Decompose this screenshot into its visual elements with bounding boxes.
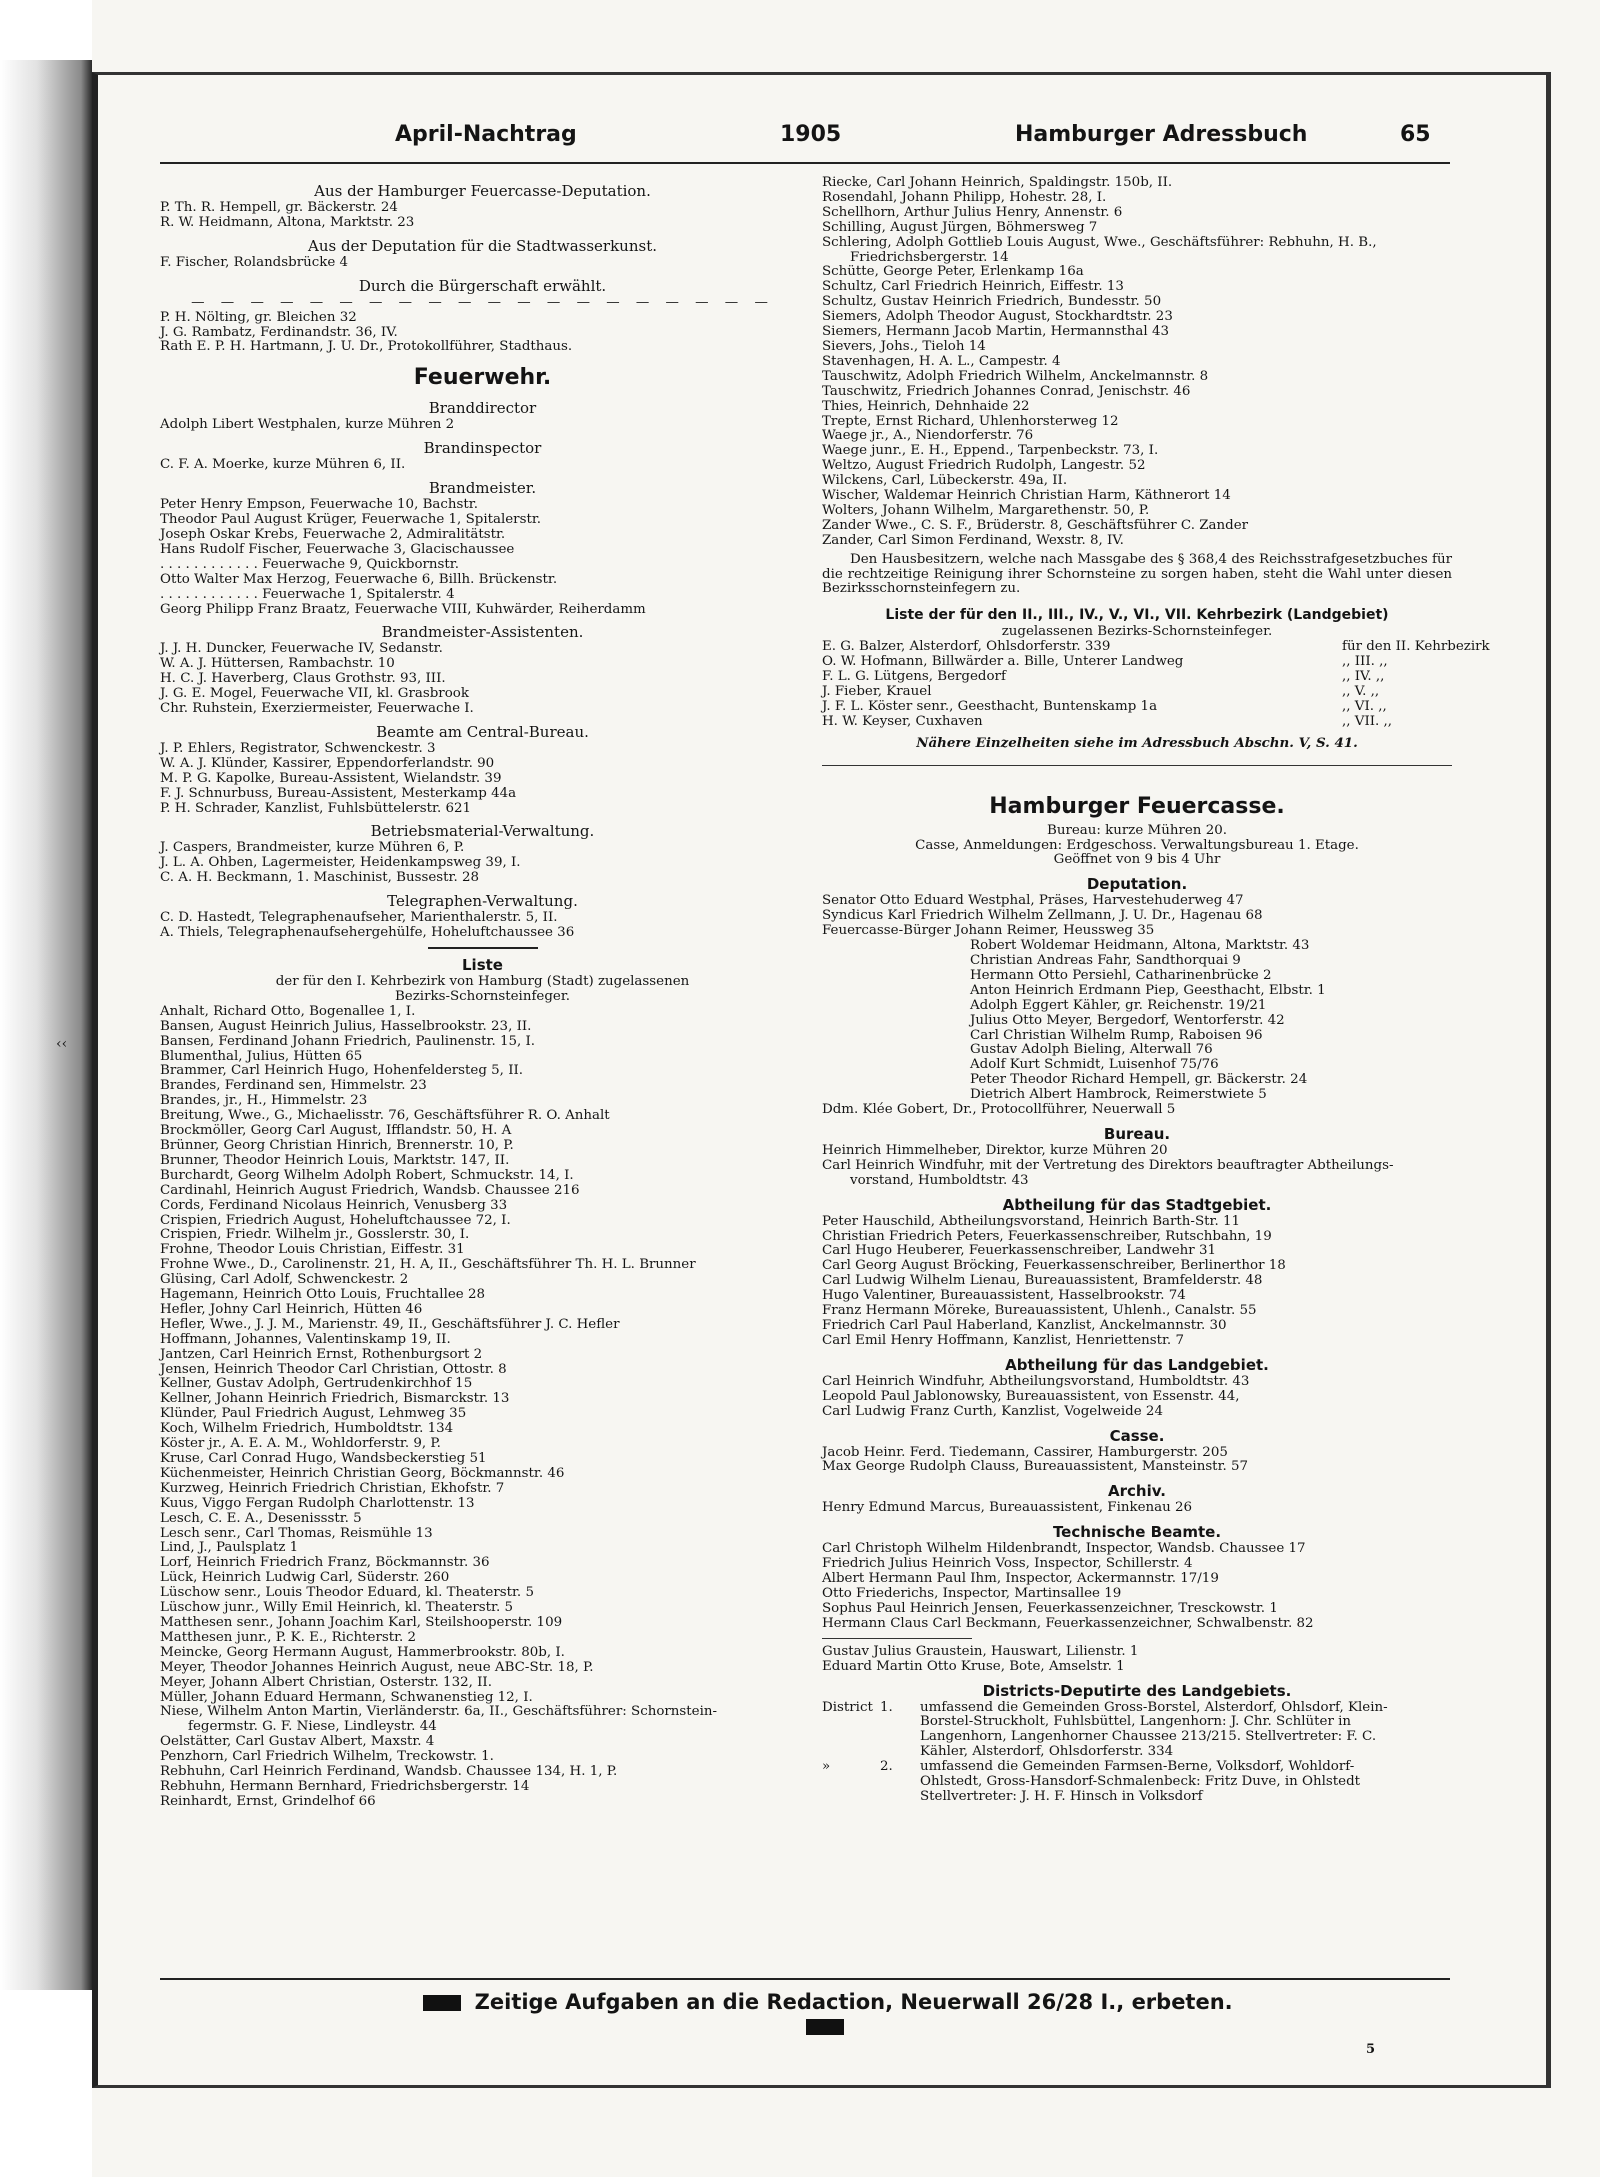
entry-line: Joseph Oskar Krebs, Feuerwache 2, Admiralitätstr.	[160, 526, 506, 542]
list-name: O. W. Hofmann, Billwärder a. Bille, Unterer Landweg	[822, 654, 1184, 670]
entry-continuation: Friedrichsbergerstr. 14	[850, 249, 1009, 265]
entry-line: Bansen, August Heinrich Julius, Hasselbrookstr. 23, II.	[160, 1018, 532, 1034]
entry-line: Sievers, Johs., Tieloh 14	[822, 338, 986, 354]
entry-line: Zander Wwe., C. S. F., Brüderstr. 8, Geschäftsführer C. Zander	[822, 517, 1249, 533]
entry-line: Anton Heinrich Erdmann Piep, Geesthacht, Elbstr. 1	[970, 982, 1326, 998]
entry-line: Peter Henry Empson, Feuerwache 10, Bachstr.	[160, 497, 478, 513]
entry-line: Adolph Eggert Kähler, gr. Reichenstr. 19/21	[970, 997, 1267, 1013]
entry-line: Thies, Heinrich, Dehnhaide 22	[822, 398, 1030, 414]
entry-line: Schilling, August Jürgen, Böhmersweg 7	[822, 219, 1098, 235]
section-heading: Brandmeister-Assistenten.	[381, 623, 584, 642]
entry-line: Franz Hermann Möreke, Bureauassistent, Uhlenh., Canalstr. 55	[822, 1303, 1257, 1319]
entry-line: R. W. Heidmann, Altona, Marktstr. 23	[160, 214, 415, 230]
entry-line: Brunner, Theodor Heinrich Louis, Marktstr. 147, II.	[160, 1152, 510, 1168]
section-heading: Aus der Deputation für die Stadtwasserkunst.	[308, 236, 657, 255]
centered-line: zugelassenen Bezirks-Schornsteinfeger.	[1001, 624, 1273, 640]
right-column	[822, 175, 1490, 1805]
entry-line: Schultz, Gustav Heinrich Friedrich, Bundesstr. 50	[822, 294, 1162, 310]
footer-rule	[160, 1978, 1450, 1980]
list-district: für den II. Kehrbezirk	[1342, 639, 1490, 655]
entry-line: J. G. Rambatz, Ferdinandstr. 36, IV.	[160, 324, 398, 340]
district-label: District	[822, 1699, 873, 1715]
entry-line: Crispien, Friedr. Wilhelm jr., Gosslerstr. 30, I.	[160, 1227, 470, 1243]
running-header	[395, 118, 1445, 158]
entry-line: Rebhuhn, Carl Heinrich Ferdinand, Wandsb. Chaussee 134, H. 1, P.	[160, 1764, 618, 1780]
entry-line: Meyer, Theodor Johannes Heinrich August, neue ABC-Str. 18, P.	[160, 1659, 594, 1675]
entry-line: Lesch senr., Carl Thomas, Reismühle 13	[160, 1525, 433, 1541]
left-column	[160, 176, 805, 1810]
entry-line: Eduard Martin Otto Kruse, Bote, Amselstr. 1	[822, 1658, 1125, 1674]
entry-line: Peter Hauschild, Abtheilungsvorstand, Heinrich Barth-Str. 11	[822, 1213, 1240, 1229]
entry-line: Frohne, Theodor Louis Christian, Eiffestr. 31	[160, 1242, 465, 1258]
entry-line: Penzhorn, Carl Friedrich Wilhelm, Treckowstr. 1.	[160, 1749, 494, 1765]
list-district: ,, V. ,,	[1342, 684, 1380, 699]
entry-continuation: vorstand, Humboldtstr. 43	[850, 1172, 1029, 1188]
district-text-line: Langenhorn, Langenhorner Chaussee 213/215. Stellvertreter: F. C.	[920, 1729, 1377, 1745]
entry-line: P. H. Nölting, gr. Bleichen 32	[160, 309, 357, 325]
entry-line: Oelstätter, Carl Gustav Albert, Maxstr. 4	[160, 1734, 435, 1750]
entry-line: Kruse, Carl Conrad Hugo, Wandsbeckerstieg 51	[160, 1451, 487, 1466]
header-rule	[160, 162, 1450, 164]
entry-line: Niese, Wilhelm Anton Martin, Vierländerstr. 6a, II., Geschäftsführer: Schornstein-	[160, 1704, 718, 1720]
entry-line: Gustav Adolph Bieling, Alterwall 76	[970, 1042, 1213, 1058]
entry-line: Carl Emil Henry Hoffmann, Kanzlist, Henriettenstr. 7	[822, 1332, 1184, 1348]
entry-line: J. G. E. Mogel, Feuerwache VII, kl. Grasbrook	[160, 686, 469, 702]
list-district: ,, VI. ,,	[1342, 698, 1387, 714]
margin-mark: ‹‹	[56, 1036, 68, 1052]
entry-line: C. F. A. Moerke, kurze Mühren 6, II.	[160, 457, 406, 473]
entry-line: Sophus Paul Heinrich Jensen, Feuerkassenzeichner, Tresckowstr. 1	[822, 1600, 1278, 1616]
entry-line: Siemers, Hermann Jacob Martin, Hermannsthal 43	[822, 324, 1169, 340]
entry-line: Kurzweg, Heinrich Friedrich Christian, Ekhofstr. 7	[160, 1480, 505, 1496]
entry-line: Carl Ludwig Wilhelm Lienau, Bureauassistent, Bramfelderstr. 48	[822, 1273, 1263, 1289]
signature-mark: 5	[1366, 2042, 1376, 2057]
entry-line: J. P. Ehlers, Registrator, Schwenckestr. 3	[160, 740, 436, 756]
entry-line: J. L. A. Ohben, Lagermeister, Heidenkampsweg 39, I.	[160, 855, 521, 871]
section-heading: Brandmeister.	[428, 479, 537, 498]
centered-line: Bureau: kurze Mühren 20.	[1046, 822, 1227, 838]
reference-note: Nähere Einzelheiten siehe im Adressbuch Abschn. V, S. 41.	[916, 734, 1358, 751]
section-heading: Abtheilung für das Stadtgebiet.	[1002, 1195, 1272, 1214]
entry-line: Crispien, Friedrich August, Hoheluftchaussee 72, I.	[160, 1212, 511, 1228]
entry-line: Lesch, C. E. A., Desenissstr. 5	[160, 1510, 362, 1526]
entry-line: Georg Philipp Franz Braatz, Feuerwache VIII, Kuhwärder, Reiherdamm	[160, 601, 646, 617]
entry-line: Ddm. Klée Gobert, Dr., Protocollführer, Neuerwall 5	[822, 1102, 1176, 1118]
entry-line: Jensen, Heinrich Theodor Carl Christian, Ottostr. 8	[160, 1361, 507, 1377]
entry-line: Max George Rudolph Clauss, Bureauassistent, Mansteinstr. 57	[822, 1459, 1249, 1475]
section-heading: Beamte am Central-Bureau.	[376, 722, 589, 741]
districts-list	[822, 1701, 1452, 1805]
entry-line: Koch, Wilhelm Friedrich, Humboldtstr. 134	[160, 1421, 454, 1437]
list-district: ,, IV. ,,	[1342, 669, 1385, 685]
entry-line: J. J. H. Duncker, Feuerwache IV, Sedanstr.	[160, 641, 443, 657]
centered-line: Geöffnet von 9 bis 4 Uhr	[1053, 852, 1221, 868]
entry-line: Gustav Julius Graustein, Hauswart, Lilienstr. 1	[822, 1643, 1139, 1659]
entry-line: Heinrich Himmelheber, Direktor, kurze Mühren 20	[822, 1142, 1168, 1158]
feuercasse-section	[822, 792, 1452, 1701]
entry-line: Carl Christoph Wilhelm Hildenbrandt, Inspector, Wandsb. Chaussee 17	[822, 1541, 1306, 1557]
district-text-line: Stellvertreter: J. H. F. Hinsch in Volksdorf	[920, 1788, 1203, 1804]
district-label: »	[822, 1759, 831, 1775]
section-heading: Telegraphen-Verwaltung.	[387, 892, 578, 911]
entry-line: Lind, J., Paulsplatz 1	[160, 1540, 299, 1556]
entry-line: Hermann Otto Persiehl, Catharinenbrücke 2	[970, 967, 1272, 983]
entry-line: . . . . . . . . . . . . Feuerwache 1, Spitalerstr. 4	[160, 586, 455, 602]
district-entry	[822, 1760, 1452, 1805]
entry-line: Schellhorn, Arthur Julius Henry, Annenstr. 6	[822, 204, 1123, 220]
entry-line: Theodor Paul August Krüger, Feuerwache 1, Spitalerstr.	[160, 512, 542, 528]
divider	[822, 1638, 972, 1639]
entry-line: Henry Edmund Marcus, Bureauassistent, Finkenau 26	[822, 1500, 1193, 1516]
entry-line: Lüschow senr., Louis Theodor Eduard, kl. Theaterstr. 5	[160, 1585, 534, 1601]
entry-line: W. A. J. Klünder, Kassirer, Eppendorferlandstr. 90	[160, 755, 495, 771]
entry-line: P. Th. R. Hempell, gr. Bäckerstr. 24	[160, 200, 398, 215]
entry-line: Lüschow junr., Willy Emil Heinrich, kl. Theaterstr. 5	[160, 1600, 514, 1616]
entry-line: Klünder, Paul Friedrich August, Lehmweg 35	[160, 1406, 467, 1422]
entry-line: Rebhuhn, Hermann Bernhard, Friedrichsbergerstr. 14	[160, 1778, 530, 1794]
list-row	[822, 670, 1452, 685]
entry-line: Julius Otto Meyer, Bergedorf, Wentorferstr. 42	[970, 1012, 1285, 1028]
entry-line: Waege junr., E. H., Eppend., Tarpenbeckstr. 73, I.	[822, 443, 1159, 459]
entry-line: Senator Otto Eduard Westphal, Präses, Harvestehuderweg 47	[822, 893, 1244, 909]
pointing-hand-icon	[423, 1995, 461, 2011]
entry-line: Cords, Ferdinand Nicolaus Heinrich, Venusberg 33	[160, 1197, 508, 1213]
entry-line: Hefler, Johny Carl Heinrich, Hütten 46	[160, 1301, 423, 1317]
district-text	[920, 1701, 1452, 1761]
header-section: April-Nachtrag	[395, 122, 577, 147]
entry-line: Burchardt, Georg Wilhelm Adolph Robert, Schmuckstr. 14, I.	[160, 1167, 574, 1183]
footer-notice	[395, 1990, 1255, 2038]
entry-line: Otto Walter Max Herzog, Feuerwache 6, Billh. Brückenstr.	[160, 571, 558, 587]
entry-line: Weltzo, August Friedrich Rudolph, Langestr. 52	[822, 458, 1146, 474]
landgebiet-chimney-sweep-list	[822, 639, 1490, 729]
section-heading: Bureau.	[1103, 1124, 1171, 1143]
entry-line: Wischer, Waldemar Heinrich Christian Harm, Käthnerort 14	[822, 488, 1231, 504]
entry-line: Carl Christian Wilhelm Rump, Raboisen 96	[970, 1027, 1263, 1043]
entry-line: Friedrich Carl Paul Haberland, Kanzlist, Anckelmannstr. 30	[822, 1318, 1227, 1333]
list-district: ,, III. ,,	[1342, 654, 1388, 670]
section-heading: Technische Beamte.	[1052, 1523, 1222, 1542]
entry-continuation: fegermstr. G. F. Niese, Lindleystr. 44	[188, 1719, 437, 1735]
centered-line: der für den I. Kehrbezirk von Hamburg (Stadt) zugelassenen	[275, 974, 690, 989]
entry-line: Siemers, Adolph Theodor August, Stockhardtstr. 23	[822, 309, 1173, 325]
entry-line: Hoffmann, Johannes, Valentinskamp 19, II.	[160, 1331, 451, 1347]
entry-line: M. P. G. Kapolke, Bureau-Assistent, Wielandstr. 39	[160, 770, 502, 786]
pointing-hand-icon	[806, 2019, 844, 2035]
entry-line: Wilckens, Carl, Lübeckerstr. 49a, II.	[822, 473, 1068, 489]
short-rule	[428, 947, 538, 949]
entry-line: Müller, Johann Eduard Hermann, Schwanenstieg 12, I.	[160, 1689, 533, 1705]
entry-line: Rosendahl, Johann Philipp, Hohestr. 28, I.	[822, 189, 1107, 205]
list-name: J. Fieber, Krauel	[822, 684, 932, 699]
list-name: F. L. G. Lütgens, Bergedorf	[822, 669, 1006, 685]
entry-line: Leopold Paul Jablonowsky, Bureauassistent, von Essenstr. 44,	[822, 1388, 1240, 1404]
section-heading: Aus der Hamburger Feuercasse-Deputation.	[314, 182, 651, 200]
entry-line: C. A. H. Beckmann, 1. Maschinist, Bussestr. 28	[160, 870, 480, 886]
entry-line: A. Thiels, Telegraphenaufsehergehülfe, Hoheluftchaussee 36	[160, 925, 575, 941]
entry-line: F. Fischer, Rolandsbrücke 4	[160, 254, 349, 270]
entry-line: Brammer, Carl Heinrich Hugo, Hohenfeldersteg 5, II.	[160, 1063, 524, 1079]
entry-line: Hugo Valentiner, Bureauassistent, Hasselbrookstr. 74	[822, 1288, 1186, 1304]
entry-line: Christian Andreas Fahr, Sandthorquai 9	[970, 952, 1241, 968]
entry-line: Waege jr., A., Niendorferstr. 76	[822, 428, 1034, 444]
list-district: ,, VII. ,,	[1342, 713, 1393, 729]
entry-line: Küchenmeister, Heinrich Christian Georg, Böckmannstr. 46	[160, 1465, 565, 1481]
entry-line: Feuercasse-Bürger Johann Reimer, Heussweg 35	[822, 923, 1155, 939]
entry-line: Rath E. P. H. Hartmann, J. U. Dr., Protokollführer, Stadthaus.	[160, 339, 573, 355]
section-heading: Abtheilung für das Landgebiet.	[1005, 1355, 1269, 1374]
entry-line: Carl Heinrich Windfuhr, mit der Vertretung des Direktors beauftragter Abtheilungs-	[822, 1157, 1394, 1173]
entry-line: Brandes, jr., H., Himmelstr. 23	[160, 1093, 368, 1109]
entry-line: Köster jr., A. E. A. M., Wohldorferstr. 9, P.	[160, 1436, 441, 1452]
entry-line: Kellner, Johann Heinrich Friedrich, Bismarckstr. 13	[160, 1391, 510, 1407]
entry-line: Schütte, George Peter, Erlenkamp 16a	[822, 264, 1084, 280]
district-entry	[822, 1701, 1452, 1761]
section-heading: Archiv.	[1108, 1482, 1166, 1501]
entry-line: Dietrich Albert Hambrock, Reimerstwiete 5	[970, 1087, 1267, 1103]
entry-line: Anhalt, Richard Otto, Bogenallee 1, I.	[160, 1003, 416, 1019]
entry-line: Matthesen junr., P. K. E., Richterstr. 2	[160, 1629, 417, 1645]
entry-line: Tauschwitz, Adolph Friedrich Wilhelm, Anckelmannstr. 8	[822, 368, 1209, 384]
header-year: 1905	[780, 122, 842, 147]
entry-line: Reinhardt, Ernst, Grindelhof 66	[160, 1793, 376, 1809]
entry-line: Peter Theodor Richard Hempell, gr. Bäckerstr. 24	[970, 1072, 1308, 1088]
entry-line: Breitung, Wwe., G., Michaelisstr. 76, Geschäftsführer R. O. Anhalt	[160, 1108, 610, 1124]
entry-line: Tauschwitz, Friedrich Johannes Conrad, Jenischstr. 46	[822, 383, 1191, 399]
entry-line: W. A. J. Hüttersen, Rambachstr. 10	[160, 656, 395, 672]
entry-line: Hagemann, Heinrich Otto Louis, Fruchtallee 28	[160, 1287, 485, 1303]
entry-line: Syndicus Karl Friedrich Wilhelm Zellmann, J. U. Dr., Hagenau 68	[822, 908, 1263, 924]
district-text-line: umfassend die Gemeinden Gross-Borstel, Alsterdorf, Ohlsdorf, Klein-	[920, 1699, 1388, 1715]
centered-line: Casse, Anmeldungen: Erdgeschoss. Verwaltungsbureau 1. Etage.	[915, 837, 1359, 853]
entry-line: Bansen, Ferdinand Johann Friedrich, Paulinenstr. 15, I.	[160, 1033, 536, 1049]
section-heading: Districts-Deputirte des Landgebiets.	[982, 1681, 1292, 1700]
entry-line: Wolters, Johann Wilhelm, Margarethenstr. 50, P.	[822, 502, 1150, 518]
entry-line: Christian Friedrich Peters, Feuerkassenschreiber, Rutschbahn, 19	[822, 1228, 1272, 1244]
entry-line: Jantzen, Carl Heinrich Ernst, Rothenburgsort 2	[160, 1346, 483, 1362]
section-divider	[822, 765, 1452, 766]
entry-line: Cardinahl, Heinrich August Friedrich, Wandsb. Chaussee 216	[160, 1182, 580, 1198]
entry-line: Brünner, Georg Christian Hinrich, Brennerstr. 10, P.	[160, 1137, 514, 1153]
entry-line: Matthesen senr., Johann Joachim Karl, Steilshooperstr. 109	[160, 1614, 563, 1630]
entry-line: Meyer, Johann Albert Christian, Osterstr. 132, II.	[160, 1674, 492, 1690]
list-row	[822, 715, 1452, 730]
list-heading: Liste der für den II., III., IV., V., VI., VII. Kehrbezirk (Landgebiet)	[885, 607, 1389, 624]
entry-line: Carl Hugo Heuberer, Feuerkassenschreiber, Landwehr 31	[822, 1243, 1216, 1259]
entry-line: Trepte, Ernst Richard, Uhlenhorsterweg 12	[822, 413, 1119, 429]
entry-line: P. H. Schrader, Kanzlist, Fuhlsbüttelerstr. 621	[160, 800, 472, 816]
entry-line: Albert Hermann Paul Ihm, Inspector, Ackermannstr. 17/19	[822, 1571, 1219, 1587]
entry-line: J. Caspers, Brandmeister, kurze Mühren 6, P.	[160, 840, 465, 856]
dashed-separator: — — — — — — — — — — — — — — — — — — — —	[191, 294, 774, 310]
header-page-number: 65	[1400, 122, 1431, 147]
entry-line: Hermann Claus Carl Beckmann, Feuerkassenzeichner, Schwalbenstr. 82	[822, 1615, 1314, 1631]
district-text-line: Ohlstedt, Gross-Hansdorf-Schmalenbeck: Fritz Duve, in Ohlstedt	[920, 1774, 1361, 1790]
entry-line: Otto Friederichs, Inspector, Martinsallee 19	[822, 1585, 1122, 1601]
district-text-line: umfassend die Gemeinden Farmsen-Berne, Volksdorf, Wohldorf-	[920, 1759, 1355, 1775]
section-heading: Brandinspector	[423, 439, 542, 458]
entry-line: H. C. J. Haverberg, Claus Grothstr. 93, III.	[160, 671, 446, 687]
section-title: Feuerwehr.	[413, 365, 552, 391]
list-name: H. W. Keyser, Cuxhaven	[822, 713, 983, 729]
entry-line: Hans Rudolf Fischer, Feuerwache 3, Glacischaussee	[160, 541, 515, 557]
entry-line: Carl Georg August Bröcking, Feuerkassenschreiber, Berlinerthor 18	[822, 1258, 1286, 1274]
entry-line: C. D. Hastedt, Telegraphenaufseher, Marienthalerstr. 5, II.	[160, 910, 558, 926]
entry-line: Brockmöller, Georg Carl August, Ifflandstr. 50, H. A	[160, 1123, 512, 1139]
entry-line: Lorf, Heinrich Friedrich Franz, Böckmannstr. 36	[160, 1555, 490, 1571]
list-name: J. F. L. Köster senr., Geesthacht, Buntenskamp 1a	[822, 698, 1158, 714]
entry-line: . . . . . . . . . . . . Feuerwache 9, Quickbornstr.	[160, 556, 459, 572]
district-text-line: Kähler, Alsterdorf, Ohlsdorferstr. 334	[920, 1744, 1174, 1760]
list-row	[822, 700, 1452, 715]
entry-line: Blumenthal, Julius, Hütten 65	[160, 1048, 363, 1064]
entry-line: Carl Ludwig Franz Curth, Kanzlist, Vogelweide 24	[822, 1403, 1163, 1419]
entry-line: Hefler, Wwe., J. J. M., Marienstr. 49, II., Geschäftsführer J. C. Hefler	[160, 1316, 620, 1332]
header-title: Hamburger Adressbuch	[1015, 122, 1308, 147]
district-text	[920, 1760, 1452, 1805]
district-number: 1.	[880, 1699, 893, 1715]
entry-line: Adolph Libert Westphalen, kurze Mühren 2	[160, 417, 455, 433]
entry-line: Stavenhagen, H. A. L., Campestr. 4	[822, 353, 1061, 369]
entry-line: Jacob Heinr. Ferd. Tiedemann, Cassirer, Hamburgerstr. 205	[822, 1444, 1228, 1460]
list-row	[822, 639, 1490, 655]
entry-line: Riecke, Carl Johann Heinrich, Spaldingstr. 150b, II.	[822, 175, 1173, 190]
right-top-section	[822, 176, 1452, 640]
entry-line: Brandes, Ferdinand sen, Himmelstr. 23	[160, 1078, 427, 1094]
district-text-line: Borstel-Struckholt, Fuhlsbüttel, Langenhorn: J. Chr. Schlüter in	[920, 1714, 1352, 1730]
entry-line: Friedrich Julius Heinrich Voss, Inspector, Schillerstr. 4	[822, 1556, 1193, 1572]
footer-text: Zeitige Aufgaben an die Redaction, Neuerwall 26/28 I., erbeten.	[474, 1990, 1233, 2014]
entry-line: Meincke, Georg Hermann August, Hammerbrookstr. 80b, I.	[160, 1644, 565, 1660]
list-row	[822, 685, 1452, 700]
entry-line: Robert Woldemar Heidmann, Altona, Marktstr. 43	[970, 938, 1310, 954]
section-heading: Casse.	[1109, 1426, 1165, 1445]
list-name: E. G. Balzer, Alsterdorf, Ohlsdorferstr. 339	[822, 639, 1111, 655]
list-row	[822, 655, 1452, 670]
entry-line: Schlering, Adolph Gottlieb Louis August, Wwe., Geschäftsführer: Rebhuhn, H. B.,	[822, 234, 1377, 250]
entry-line: Lück, Heinrich Ludwig Carl, Süderstr. 260	[160, 1570, 450, 1586]
section-heading: Branddirector	[428, 399, 537, 418]
entry-line: Kuus, Viggo Fergan Rudolph Charlottenstr. 13	[160, 1495, 475, 1511]
centered-line: Bezirks-Schornsteinfeger.	[394, 988, 571, 1004]
entry-line: F. J. Schnurbuss, Bureau-Assistent, Mesterkamp 44a	[160, 785, 517, 801]
section-heading: Liste	[462, 956, 503, 974]
entry-line: Schultz, Carl Friedrich Heinrich, Eiffestr. 13	[822, 279, 1124, 295]
entry-line: Zander, Carl Simon Ferdinand, Wexstr. 8, IV.	[822, 532, 1124, 548]
entry-line: Chr. Ruhstein, Exerziermeister, Feuerwache I.	[160, 701, 474, 717]
entry-line: Glüsing, Carl Adolf, Schwenckestr. 2	[160, 1272, 409, 1288]
entry-line: Frohne Wwe., D., Carolinenstr. 21, H. A, II., Geschäftsführer Th. H. L. Brunner	[160, 1257, 696, 1273]
entry-line: Kellner, Gustav Adolph, Gertrudenkirchhof 15	[160, 1376, 473, 1392]
section-heading: Durch die Bürgerschaft erwählt.	[358, 276, 607, 295]
page-gutter-shadow	[0, 60, 92, 1990]
district-number: 2.	[880, 1759, 893, 1775]
entry-line: Adolf Kurt Schmidt, Luisenhof 75/76	[970, 1057, 1219, 1073]
section-title: Hamburger Feuercasse.	[989, 793, 1285, 819]
notice-paragraph: Den Hausbesitzern, welche nach Massgabe des § 368,4 des Reichsstrafgesetzbuches für die rechtzeitige Reinigung ihrer Schornsteine zu sorgen haben, steht die Wahl unter diesen Bezirksschornsteinfegern zu.	[822, 551, 1452, 597]
section-heading: Deputation.	[1086, 875, 1188, 894]
section-heading: Betriebsmaterial-Verwaltung.	[370, 822, 595, 841]
entry-line: Carl Heinrich Windfuhr, Abtheilungsvorstand, Humboldtstr. 43	[822, 1373, 1250, 1389]
